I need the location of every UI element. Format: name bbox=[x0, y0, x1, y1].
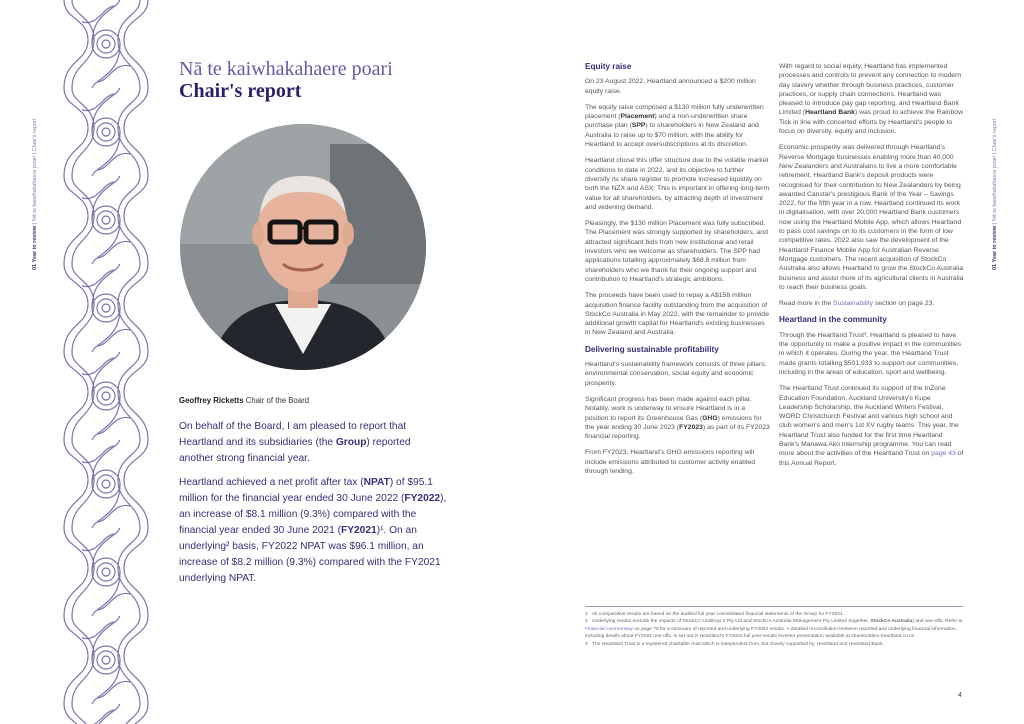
paragraph: Read more in the Sustainability section on page 23. bbox=[779, 300, 935, 308]
page-title-english: Chair's report bbox=[179, 80, 302, 102]
intro-paragraph-1: On behalf of the Board, I am pleased to report that Heartland and its subsidiaries (the Group) reported another strong financial year. bbox=[179, 421, 411, 464]
side-tab-separator: | bbox=[32, 222, 38, 225]
intro-text bbox=[179, 419, 447, 595]
side-tab-label: Nā te kaiwhakahaere poari | Chair's report bbox=[992, 118, 998, 222]
side-tab-separator: | bbox=[992, 222, 998, 225]
sustainability-link[interactable]: Sustainability bbox=[833, 300, 874, 308]
paragraph: The Heartland Trust continued its support of the InZone Education Foundation, Auckland University's Kupe Leadership Scholarship, the Auckland Writers Festival, WORD Christchurch Festival and various high school and club women's and men's 1st XV rugby teams. This year, the Heartland Trust also funded for the first time Heartland Bank's Manawa Ako internship programme. You can read more about the activities of the Heartland Trust on page 43 of this Annual Report. bbox=[779, 385, 964, 467]
side-tab-label: Nā te kaiwhakahaere poari | Chair's report bbox=[32, 118, 38, 222]
portrait-illustration bbox=[180, 124, 426, 370]
heading-equity-raise: Equity raise bbox=[585, 62, 632, 71]
paragraph: From FY2023, Heartland's GHG emissions reporting will include emissions attributed to customer activity enabled through lending. bbox=[585, 449, 756, 475]
paragraph: With regard to social equity, Heartland has implemented processes and controls to prevent any connection to modern day slavery whether through business practices, customer practices, or supply chain connections. Heartland was pleased to introduce pay gap reporting, and Heartland Bank Limited (Heartland Bank) was proud to achieve the Rainbow Tick in line with concerted efforts by Heartland's people to focus on diversity, equity and inclusion. bbox=[779, 63, 963, 136]
side-tab-section: 01 Year in review bbox=[32, 225, 38, 270]
portrait-caption bbox=[179, 396, 309, 405]
caption-role: Chair of the Board bbox=[245, 396, 310, 405]
side-tab-left bbox=[28, 40, 42, 270]
paragraph: Pleasingly, the $130 million Placement was fully subscribed. The Placement was strongly supported by shareholders, and attracted significant bids from new institutional and retail investors who we welcome as shareholders. The SPP had applications totalling approximately $68.8 million from shareholders who we thank for their ongoing support and contribution to Heartland's strategic ambitions. bbox=[585, 220, 768, 283]
paragraph: The proceeds have been used to repay a A$158 million acquisition finance facility outstanding from the acquisition of StockCo Australia in May 2022, with the remainder to provide additional growth capital for Heartland's existing businesses in New Zealand and Australia. bbox=[585, 292, 769, 337]
footnotes bbox=[585, 606, 963, 648]
decorative-pattern-strip bbox=[58, 0, 154, 724]
paragraph: Heartland chose this offer structure due to the volatile market conditions to date in 2022, and its objective to further diversify its share register to promote increased liquidity on both the NZX and ASX. This is important in offering long-term value for all shareholders, by attracting depth of investment and widening demand. bbox=[585, 157, 770, 211]
footnote-3: 3 The Heartland Trust is a registered charitable trust which is independent from, but closely supported by, Heartland and Heartland Bank. bbox=[585, 641, 884, 647]
page-number: 4 bbox=[958, 692, 962, 699]
koru-pattern-graphic bbox=[58, 0, 154, 724]
caption-name: Geoffrey Ricketts bbox=[179, 396, 244, 405]
paragraph: Through the Heartland Trust³, Heartland is pleased to have the opportunity to make a positive impact in the communities in which it operates. During the year, the Heartland Trust made grants totalling $501,933 to support our communities, including in the areas of education, sport and wellbeing. bbox=[779, 331, 962, 376]
heading-sustainable-profitability: Delivering sustainable profitability bbox=[585, 344, 719, 354]
paragraph: The equity raise comprised a $130 million fully underwritten placement (Placement) and a non-underwritten share purchase plan (SPP) to shareholders in New Zealand and Australia to raise up to $70 million, with the ability for Heartland to accept oversubscriptions at its discretion. bbox=[585, 103, 764, 149]
paragraph: Heartland's sustainability framework consists of three pillars: environmental conservation, social equity and economic prosperity. bbox=[585, 361, 767, 387]
intro-paragraph-2: Heartland achieved a net profit after tax (NPAT) of $95.1 million for the financial year ended 30 June 2022 (FY2022), an increase of $8.1 million (9.3%) compared with the financial year ended 30 June 2021 (FY2021)¹. On an underlying² basis, FY2022 NPAT was $96.1 million, an increase of $8.2 million (9.3%) compared with the FY2021 underlying NPAT. bbox=[179, 477, 447, 584]
heading-community: Heartland in the community bbox=[779, 315, 887, 325]
financial-commentary-link[interactable]: Financial commentary bbox=[585, 626, 633, 632]
paragraph: Economic prosperity was delivered through Heartland's Reverse Mortgage businesses enabling more than 40,000 New Zealanders and Australians to live a more comfortable retirement. Heartland Bank's deposit products were recognised for their contribution to New Zealanders by being awarded Canstar's prestigious Bank of the Year – Savings 2022, for the fifth year in a row. Heartland continued its work in digitalisation, with over 20,000 Heartland Bank customers now using the Heartland Mobile App, which allows Heartland to pass cost savings on to its customers in the form of low competitive rates. 2022 also saw the development of the Heartland Finance Mobile App for Australian Reverse Mortgage customers. The recent acquisition of StockCo Australia also allows Heartland to grow the StockCo Australia business and assist more of its agricultural clients in Australia to reach their business goals. bbox=[779, 144, 964, 291]
footnote-2: 2 Underlying results exclude the impacts of StockCo Holdings 2 Pty Ltd and StockCo Australia Management Pty Limited (together, StockCo Australia) and one-offs. Refer to Financial commentary on page 75 for a summary of reported and underlying FY2022 results. A detailed reconciliation between reported and underlying financial information, including details about FY2022 one-offs, is set out in Heartland's FY2022 full year results investor presentation available at shareholders.heartland.co.nz. bbox=[585, 619, 963, 640]
page-43-link[interactable]: page 43 bbox=[931, 450, 956, 458]
footnote-1: 1 All comparative results are based on the audited full year consolidated financial statements of the Group for FY2021. bbox=[585, 612, 845, 617]
text-column-2 bbox=[779, 62, 964, 475]
chair-portrait bbox=[180, 124, 426, 370]
page-title-maori: Nā te kaiwhakahaere poari bbox=[179, 58, 393, 80]
text-column-1 bbox=[585, 62, 770, 483]
paragraph: On 23 August 2022, Heartland announced a $200 million equity raise. bbox=[585, 78, 756, 95]
paragraph: Significant progress has been made against each pillar. Notably, work is underway to ensure Heartland is in a position to report its Greenhouse Gas (GHG) emissions for the year ending 30 June 2023 (FY2023) as part of its FY2023 financial reporting. bbox=[585, 395, 770, 441]
side-tab-right bbox=[988, 40, 1002, 270]
side-tab-section: 01 Year in review bbox=[992, 225, 998, 270]
